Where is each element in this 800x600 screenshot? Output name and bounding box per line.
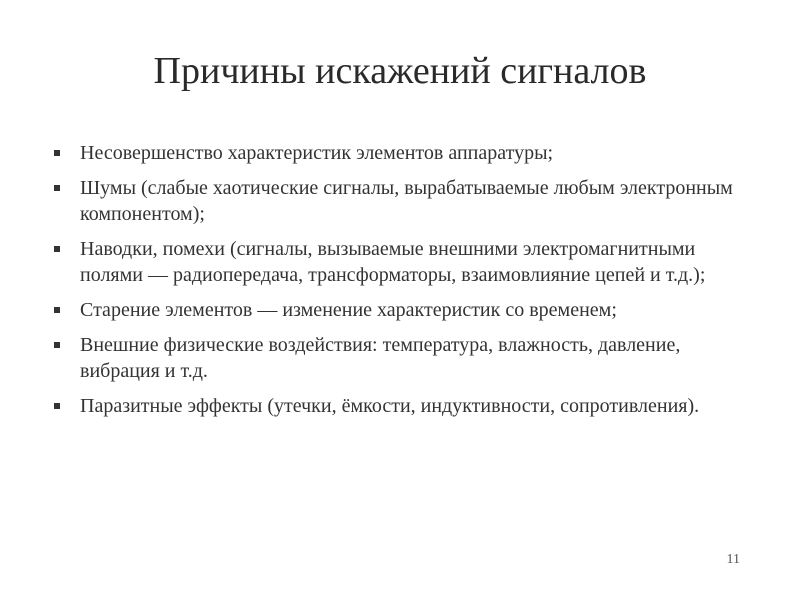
bullet-text: Несовершенство характеристик элементов аппаратуры; bbox=[80, 142, 554, 164]
bullet-item bbox=[50, 297, 750, 323]
square-bullet-icon bbox=[54, 307, 60, 313]
square-bullet-icon bbox=[54, 342, 60, 348]
square-bullet-icon bbox=[54, 150, 60, 156]
page-number: 11 bbox=[726, 552, 740, 567]
bullet-text: Шумы (слабые хаотические сигналы, вырабатываемые любым электронным компонентом); bbox=[80, 177, 733, 225]
square-bullet-icon bbox=[54, 185, 60, 191]
bullet-list bbox=[50, 140, 750, 428]
square-bullet-icon bbox=[54, 246, 60, 252]
bullet-item bbox=[50, 236, 750, 288]
bullet-item bbox=[50, 175, 750, 227]
slide-title: Причины искажений сигналов bbox=[153, 50, 647, 92]
bullet-text: Внешние физические воздействия: температура, влажность, давление, вибрация и т.д. bbox=[80, 334, 681, 382]
bullet-text: Старение элементов — изменение характеристик со временем; bbox=[80, 299, 617, 321]
bullet-item bbox=[50, 393, 750, 419]
bullet-text: Наводки, помехи (сигналы, вызываемые внешними электромагнитными полями — радиопередача, трансформаторы, взаимовлияние цепей и т.д.); bbox=[80, 238, 706, 286]
bullet-text: Паразитные эффекты (утечки, ёмкости, индуктивности, сопротивления). bbox=[80, 395, 700, 417]
bullet-item bbox=[50, 140, 750, 166]
square-bullet-icon bbox=[54, 403, 60, 409]
bullet-item bbox=[50, 332, 750, 384]
